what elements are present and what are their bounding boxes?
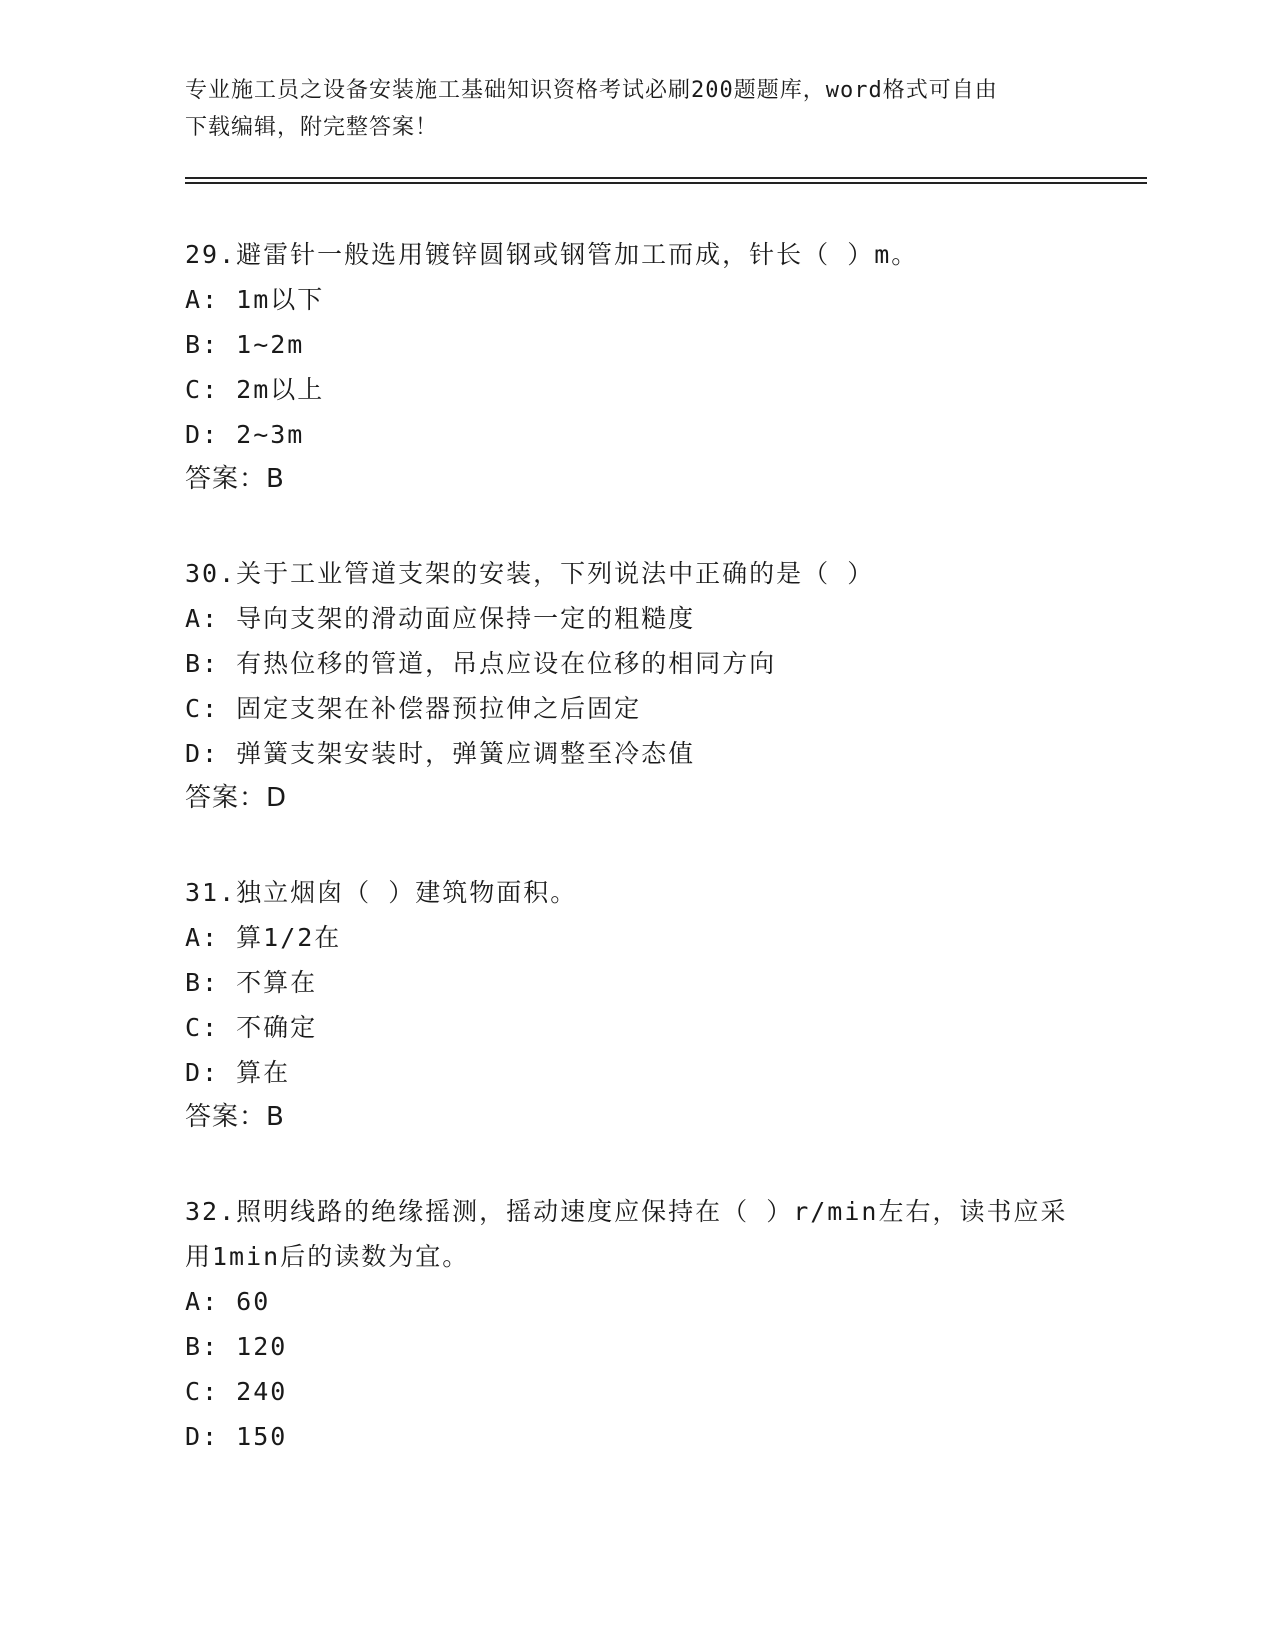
header-divider-top bbox=[185, 177, 1147, 179]
answer-label: 答案：D bbox=[185, 783, 288, 813]
option-c: C: 240 bbox=[185, 1377, 288, 1406]
question-29 bbox=[185, 232, 1085, 502]
option-c: C: 不确定 bbox=[185, 1013, 318, 1042]
question-31 bbox=[185, 870, 1085, 1140]
option-c: C: 固定支架在补偿器预拉伸之后固定 bbox=[185, 694, 642, 723]
option-c: C: 2m以上 bbox=[185, 375, 325, 404]
question-stem: 30.关于工业管道支架的安装，下列说法中正确的是（ ） bbox=[185, 559, 875, 588]
option-a: A: 60 bbox=[185, 1287, 271, 1316]
question-stem: 29.避雷针一般选用镀锌圆钢或钢管加工而成，针长（ ）m。 bbox=[185, 240, 919, 269]
option-d: D: 弹簧支架安装时，弹簧应调整至冷态值 bbox=[185, 739, 696, 768]
option-d: D: 算在 bbox=[185, 1058, 291, 1087]
header-line-2: 下载编辑，附完整答案！ bbox=[185, 115, 439, 140]
option-d: D: 2~3m bbox=[185, 420, 305, 449]
option-b: B: 1~2m bbox=[185, 330, 305, 359]
option-a: A: 导向支架的滑动面应保持一定的粗糙度 bbox=[185, 604, 696, 633]
header-divider-bottom bbox=[185, 182, 1147, 184]
option-d: D: 150 bbox=[185, 1422, 288, 1451]
answer-label: 答案：B bbox=[185, 464, 285, 494]
question-30 bbox=[185, 551, 1085, 821]
option-a: A: 算1/2在 bbox=[185, 923, 342, 952]
question-stem: 31.独立烟囱（ ）建筑物面积。 bbox=[185, 878, 578, 907]
option-a: A: 1m以下 bbox=[185, 285, 325, 314]
option-b: B: 不算在 bbox=[185, 968, 318, 997]
answer-label: 答案：B bbox=[185, 1102, 285, 1132]
document-header bbox=[185, 72, 1085, 146]
question-32 bbox=[185, 1189, 1085, 1459]
option-b: B: 有热位移的管道，吊点应设在位移的相同方向 bbox=[185, 649, 777, 678]
option-b: B: 120 bbox=[185, 1332, 288, 1361]
question-stem: 32.照明线路的绝缘摇测，摇动速度应保持在（ ）r/min左右，读书应采用1min后的读数为宜。 bbox=[185, 1197, 1068, 1271]
header-line-1: 专业施工员之设备安装施工基础知识资格考试必刷200题题库，word格式可自由 bbox=[185, 78, 998, 103]
